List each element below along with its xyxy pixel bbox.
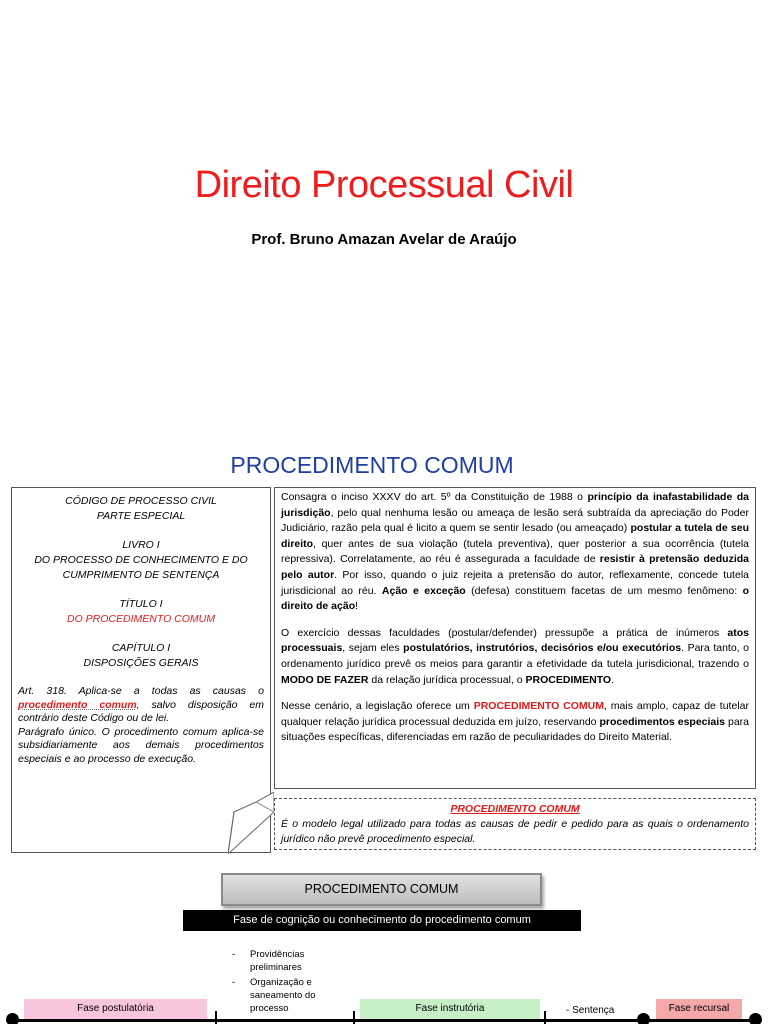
article-highlight: procedimento comum (18, 698, 137, 711)
definition-title: PROCEDIMENTO COMUM (450, 803, 580, 815)
text-run: procedimentos especiais (599, 715, 726, 728)
text-run: atos processuais (281, 626, 749, 655)
definition-text: É o modelo legal utilizado para todas as causas de pedir e pedido para as quais o ordenamento jurídico não prevê procedimento especial. (281, 818, 749, 845)
book-title: DO PROCESSO DE CONHECIMENTO E DO CUMPRIMENTO DE SENTENÇA (34, 554, 248, 581)
text-run: PROCEDIMENTO COMUM (473, 700, 604, 713)
text-run: da relação jurídica processual, o (368, 673, 526, 686)
text-run: princípio da inafastabilidade da jurisdição (281, 491, 750, 519)
code-headings (12, 488, 270, 671)
chapter-label: CAPÍTULO I (111, 642, 171, 654)
section-title: PROCEDIMENTO COMUM (230, 452, 514, 478)
timeline-tick (353, 1011, 355, 1024)
text-run: . Para tanto, o ordenamento jurídico prevê os meios para garantir a efetividade da tutela jurisdicional, trazendo o (281, 642, 749, 670)
text-run: , sejam eles (342, 642, 404, 655)
text-run: , pelo qual nenhuma lesão ou ameaça de lesão será subtraída da apreciação do Poder Judiciário, razão pela qual é licito a quem se sentir lesado (ou ameaçado) (281, 506, 749, 535)
author-name: Prof. Bruno Amazan Avelar de Araújo (251, 231, 517, 248)
phase-postulatoria: Fase postulatória (24, 999, 207, 1019)
article-paragraph: Parágrafo único. O procedimento comum aplica-se subsidiariamente aos demais procedimentos especiais e ao processo de execução. (18, 725, 264, 765)
explanation-paragraph-3 (281, 699, 749, 746)
code-part: PARTE ESPECIAL (96, 510, 186, 522)
chapter-name: DISPOSIÇÕES GERAIS (83, 657, 199, 669)
title-label: TÍTULO I (119, 598, 163, 610)
text-run: o direito de ação (281, 584, 749, 613)
article-text-before: Art. 318. Aplica-se a todas as causas o (18, 685, 264, 697)
sentenca-label: Sentença (572, 1005, 615, 1016)
text-run: Nesse cenário, a legislação oferece um (281, 700, 474, 713)
text-run: , mais amplo, capaz de tutelar qualquer relação jurídica processual deduzida em juízo, reservando (281, 700, 749, 728)
list-item: - Providências preliminares (232, 948, 340, 974)
explanation-box (274, 487, 756, 789)
article-318 (12, 685, 270, 767)
article-text-after: , salvo disposição em contrário deste Código ou de lei. (18, 698, 264, 725)
explanation-paragraph-2 (281, 626, 749, 688)
book-label: LIVRO I (122, 539, 160, 551)
timeline-dot (637, 1013, 650, 1024)
text-run: postulatórios, instrutórios, decisórios e/ou executórios (403, 642, 682, 655)
cognition-phase-bar: Fase de cognição ou conhecimento do procedimento comum (183, 910, 581, 931)
list-item: - Organização e saneamento do processo (232, 976, 340, 1015)
providencias-list (232, 948, 340, 1015)
phase-instrutoria: Fase instrutória (360, 999, 540, 1019)
timeline-tick (544, 1011, 546, 1024)
text-run: Consagra o inciso XXXV do art. 5º da Constituição de 1988 o (281, 491, 588, 503)
phase-recursal: Fase recursal (656, 999, 742, 1019)
text-run: MODO DE FAZER (281, 673, 369, 686)
text-run: postular a tutela de seu direito (281, 522, 749, 550)
procedimento-comum-button[interactable]: PROCEDIMENTO COMUM (221, 873, 542, 906)
text-run: Ação e exceção (381, 584, 466, 597)
definition-box (274, 798, 756, 850)
text-run: . (611, 673, 615, 686)
explanation-paragraph-1 (281, 490, 749, 615)
text-run: . Por isso, quando o juiz rejeita a pretensão do autor, reflexamente, concede tutela jurisdicional ao réu. (281, 568, 749, 597)
text-run: PROCEDIMENTO (525, 673, 612, 686)
text-run: para situações específicas, diferenciadas em razão de peculiaridades do Direito Material. (281, 715, 749, 744)
text-run: O exercício dessas faculdades (postular/defender) pressupõe a prática de inúmeros (281, 626, 728, 639)
text-run: ! (355, 600, 359, 613)
text-run: resistir à pretensão deduzida pelo autor (281, 553, 749, 581)
timeline-start-dot (6, 1013, 19, 1024)
title-name: DO PROCEDIMENTO COMUM (67, 613, 215, 625)
folded-corner-icon (228, 792, 274, 854)
text-run: , quer antes de sua violação (tutela preventiva), quer posterior a sua ocorrência (tutela repressiva). Correlatamente, ao réu é assegurada a faculdade de (281, 537, 749, 566)
page-title: Direito Processual Civil (194, 164, 574, 206)
code-name: CÓDIGO DE PROCESSO CIVIL (65, 495, 217, 507)
text-run: (defesa) constituem facetas de um mesmo fenômeno: (465, 584, 743, 597)
timeline-tick (215, 1011, 217, 1024)
phase-sentenca: - Sentença (566, 1005, 615, 1016)
timeline-end-dot (749, 1013, 762, 1024)
